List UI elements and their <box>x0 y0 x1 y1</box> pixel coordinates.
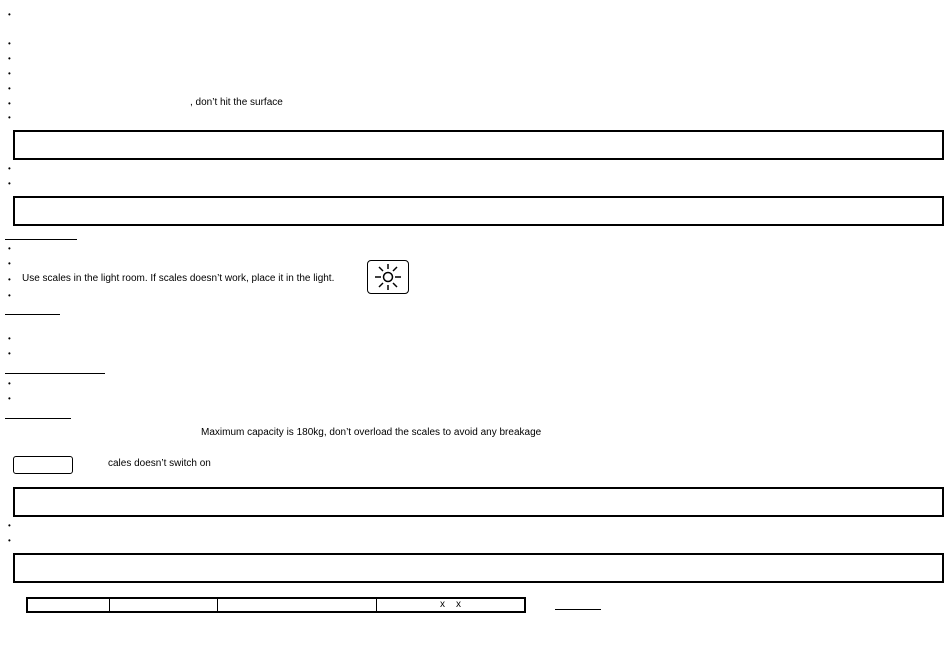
section-box-2 <box>13 196 944 226</box>
table-cell <box>218 599 377 611</box>
bullet: • <box>8 394 11 403</box>
table-cell <box>28 599 110 611</box>
section-box-3 <box>13 487 944 517</box>
bullet: • <box>8 54 11 63</box>
bullet: • <box>8 349 11 358</box>
max-capacity-text: Maximum capacity is 180kg, don’t overload the scales to avoid any breakage <box>201 427 542 438</box>
table-cell: x x <box>439 599 462 610</box>
section-underline <box>5 239 77 240</box>
bullet: • <box>8 291 11 300</box>
bullet: • <box>8 275 11 284</box>
sun-icon <box>372 262 404 292</box>
switch-on-text: cales doesn’t switch on <box>108 458 211 469</box>
spec-table <box>26 597 526 613</box>
surface-warning-text: , don’t hit the surface <box>190 97 283 108</box>
bullet: • <box>8 84 11 93</box>
table-cell <box>110 599 218 611</box>
bullet: • <box>8 99 11 108</box>
bullet: • <box>8 179 11 188</box>
bullet: • <box>8 244 11 253</box>
bullet: • <box>8 10 11 19</box>
label-box <box>13 456 73 474</box>
bullet: • <box>8 379 11 388</box>
bullet: • <box>8 536 11 545</box>
bullet: • <box>8 69 11 78</box>
section-box-4 <box>13 553 944 583</box>
bullet: • <box>8 164 11 173</box>
section-underline <box>5 418 71 419</box>
bullet: • <box>8 113 11 122</box>
light-room-text: Use scales in the light room. If scales doesn’t work, place it in the light. <box>22 273 335 284</box>
section-underline <box>5 373 105 374</box>
bullet: • <box>8 334 11 343</box>
bullet: • <box>8 521 11 530</box>
light-indicator-box <box>367 260 409 294</box>
signature-line <box>555 609 601 610</box>
bullet: • <box>8 259 11 268</box>
bullet: • <box>8 39 11 48</box>
section-box-1 <box>13 130 944 160</box>
section-underline <box>5 314 60 315</box>
